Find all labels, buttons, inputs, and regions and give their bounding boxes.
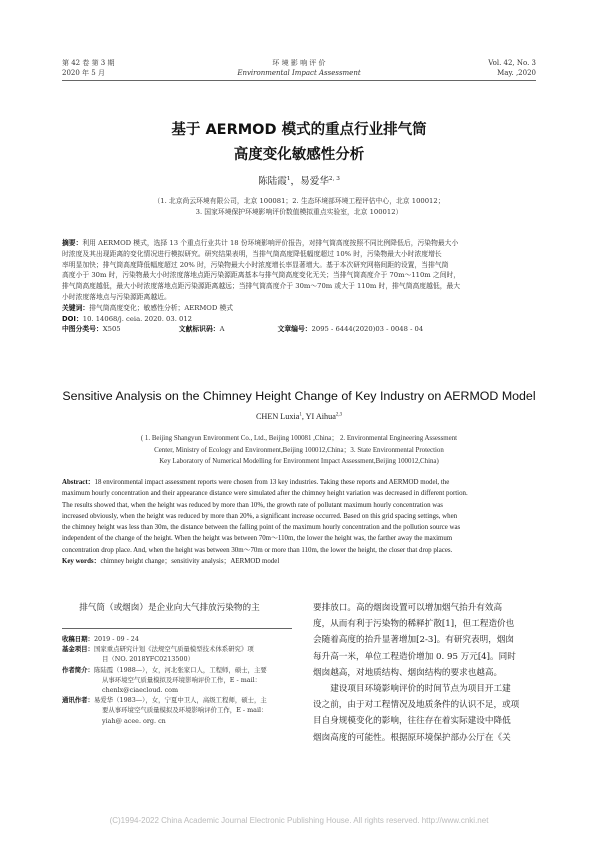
received-label: 收稿日期： <box>62 635 94 643</box>
author-affil-mark: 1 <box>286 175 291 182</box>
affiliation-line: 3. 国家环境保护环境影响评价数值模拟重点实验室，北京 100012） <box>195 207 403 216</box>
abstract-en-line: the chimney height was less than 30m, the distance between the falling point of the maximum hourly concentration and the pollution source was <box>62 524 461 532</box>
author-bio-text: 陈陆霞（1988—），女，河北张家口人，工程师，硕士，主要 <box>93 665 267 674</box>
author-name: 易爱华 <box>300 176 329 187</box>
footnote-fund <box>62 644 294 654</box>
header-journal-en: Environmental Impact Assessment <box>237 69 361 77</box>
footnote-received <box>62 634 294 644</box>
body-line: 建设项目环境影响评价的时间节点为项目开工建 <box>330 684 511 695</box>
abstract-cn-line: 排气筒高度越低，最大小时浓度落地点距污染源距离越远；当排气筒高度介于 30m～70m 或大于 110m 时，排气筒高度越低，最大 <box>62 282 461 291</box>
footnotes <box>62 634 294 726</box>
abstract-cn <box>62 238 536 335</box>
header-volume-issue <box>62 58 115 78</box>
article-number-label: 文章编号： <box>277 325 312 334</box>
classification <box>62 324 536 335</box>
affiliations-en <box>62 433 536 468</box>
body-left-first-line: 排气筒（或烟囱）是企业向大气排放污染物的主 <box>79 603 260 613</box>
footnote-author2 <box>62 695 294 705</box>
title-cn-line2: 高度变化敏感性分析 <box>233 147 365 163</box>
abstract-en-line: The results showed that, when the height was reduced by more than 10%, the growth rate of pollutant maximum hourly concentration was <box>62 501 443 509</box>
author-separator: ， <box>290 176 301 187</box>
body-line: 度，从而有利于污染物的稀释扩散[1]，但工程造价也 <box>313 619 515 630</box>
received-value: 2019 - 09 - 24 <box>93 635 139 643</box>
corresponding-text: 易爱华（1983—），女，宁夏中卫人，高级工程师，硕士，主 <box>93 696 267 705</box>
body-line: 要排放口。高的烟囱设置可以增加烟气抬升有效高 <box>313 603 503 613</box>
fund-text-cont: 目（NO. 2018YFC0213500） <box>102 655 194 664</box>
author-bio-label: 作者简介： <box>62 665 94 674</box>
author-affil-mark: 2, 3 <box>328 175 340 182</box>
doc-code-value: A <box>219 325 225 334</box>
body-line: 目自身规模变化的影响，往往存在着实际建设中降低 <box>313 716 511 727</box>
header-journal-cn: 环 境 影 响 评 价 <box>272 59 326 67</box>
doc-code-label: 文献标识码： <box>178 325 220 334</box>
abstract-cn-line: 利用 AERMOD 模式，选择 13 个重点行业共计 18 份环境影响评价报告，对排气筒高度按照不同比例降低后，污染物最大小 <box>82 239 459 247</box>
header-journal <box>199 58 399 78</box>
author-affil-mark: 1 <box>299 412 302 418</box>
abstract-cn-line: 率明显加快；排气筒高度降低幅度超过 20% 时，污染物最大小时浓度增长率显著增大。基于本次研究网格间距的设置，当排气筒 <box>62 260 449 269</box>
publisher-footer: (C)1994-2022 China Academic Journal Electronic Publishing House. All rights reserved. http://www.cnki.net <box>109 816 489 825</box>
affiliations-cn <box>62 196 536 218</box>
body-line: 设之前，由于对工程情况及地质条件的认识不足，或项 <box>313 700 520 711</box>
article-number-value: 2095 - 6444(2020)03 - 0048 - 04 <box>311 325 424 334</box>
keywords-en-label: Key words： <box>62 558 101 566</box>
fund-label: 基金项目： <box>62 645 94 654</box>
keywords-cn <box>62 303 536 314</box>
abstract-en <box>62 477 536 567</box>
abstract-en-line: increased obviously, when the height was reduced by more than 20%, a significant increase occurred. Based on this grid spacing settings, when <box>62 512 458 520</box>
body-line: 烟囱高度的可能性。根据原环境保护部办公厅在《关 <box>313 732 511 743</box>
footnote-author1 <box>62 665 294 675</box>
author-name-en: YI Aihua <box>305 412 336 421</box>
keywords-cn-text: 排气筒高度变化；敏感性分析；AERMOD 模式 <box>89 303 234 312</box>
abstract-en-line: 18 environmental impact assessment reports were chosen from 13 key industries. Taking these reports and AERMOD model, the <box>94 479 450 486</box>
body-right <box>313 600 537 746</box>
abstract-cn-line: 时浓度及其出现距离的变化情况进行模拟研究。研究结果表明，当排气筒高度降低幅度超过 10% 时，污染物最大小时浓度增长 <box>62 249 442 258</box>
author-name-en: CHEN Luxia <box>255 412 300 421</box>
footnote-rule <box>62 628 292 629</box>
title-en: Sensitive Analysis on the Chimney Height Change of Key Industry on AERMOD Model <box>62 389 536 403</box>
header-volume: 第 42 卷 第 3 期 <box>62 59 115 67</box>
body-line: 会随着高度的抬升显著增加[2-3]。有研究表明，烟囱 <box>313 635 515 646</box>
affiliation-line: （1. 北京尚云环境有限公司，北京 100081；2. 生态环境部环境工程评估中心，北京 100012； <box>153 197 445 205</box>
title-cn-line1: 基于 AERMOD 模式的重点行业排气筒 <box>171 122 427 138</box>
author-email: chenlx@ciaecloud. com <box>102 686 179 695</box>
author-name: 陈陆霞 <box>258 176 287 187</box>
affiliation-en-line: Center, Ministry of Ecology and Environment,Beijing 100012,China；3. State Environmental Protection <box>154 446 444 454</box>
author-bio-text: 从事环境空气质量模拟及环境影响评价工作，E - mail： <box>102 675 262 684</box>
doi-value: 10. 14068/j. ceia. 2020. 03. 012 <box>82 314 192 323</box>
affiliation-en-line: ( 1. Beijing Shangyun Environment Co., Ltd., Beijing 100081 ,China； 2. Environmental Engineering Assessment <box>140 435 458 442</box>
authors-en <box>62 412 536 421</box>
body-line: 每升高一米，单位工程造价增加 0. 95 万元[4]。同时 <box>313 651 516 662</box>
keywords-en <box>62 556 536 567</box>
abstract-cn-line: 小时浓度落地点与污染源距离越近。 <box>62 292 171 301</box>
header-rule <box>62 80 536 81</box>
keywords-cn-label: 关键词： <box>62 303 90 312</box>
clc-value: X505 <box>102 325 121 334</box>
abstract-cn-label: 摘要： <box>62 239 83 247</box>
corresponding-email: yiah@ acee. org. cn <box>102 716 166 725</box>
author-separator: , <box>301 412 306 421</box>
abstract-en-label: Abstract： <box>62 479 95 486</box>
keywords-en-text: chimney height change；sensitivity analysis；AERMOD model <box>100 558 280 566</box>
fund-text: 国家重点研究计划《法规空气质量模型技术体系研究》项 <box>93 645 254 654</box>
header-date-en: May. ,2020 <box>497 69 536 77</box>
abstract-en-line: maximum hourly concentration and their appearance distance were simulated after the chimney height variation was decreased in different portion. <box>62 490 468 498</box>
doi <box>62 314 536 325</box>
corresponding-label: 通讯作者： <box>62 696 94 705</box>
abstract-en-line: independent of the change of the height. When the height was between 70m～110m, the lower the height was, the farther away the maximum <box>62 535 453 543</box>
abstract-cn-line: 高度小于 30m 时，污染物最大小时浓度落地点距污染源距离基本与排气筒高度变化无关；当排气筒高度介于 70m～110m 之间时， <box>62 271 461 280</box>
author-affil-mark: 2,3 <box>335 412 343 418</box>
doi-label: DOI： <box>62 314 83 323</box>
header-volume-en <box>400 58 536 78</box>
header-date-cn: 2020 年 5 月 <box>62 69 105 77</box>
affiliation-en-line: Key Laboratory of Numerical Modelling for Environment Impact Assessment,Beijing 100012,China) <box>159 458 439 465</box>
clc-label: 中图分类号： <box>62 325 103 334</box>
body-line: 烟囱越高，对地质结构、烟囱结构的要求也越高。 <box>313 667 503 678</box>
abstract-en-line: concentration drop place. And, when the height was between 30m～70m or more than 110m, the lower the height, the closer that drop places. <box>62 546 453 554</box>
authors-cn <box>62 173 536 187</box>
header-vol-en: Vol. 42, No. 3 <box>488 59 536 67</box>
corresponding-text: 要从事环境空气质量模拟及环境影响评价工作，E - mail： <box>102 706 268 715</box>
